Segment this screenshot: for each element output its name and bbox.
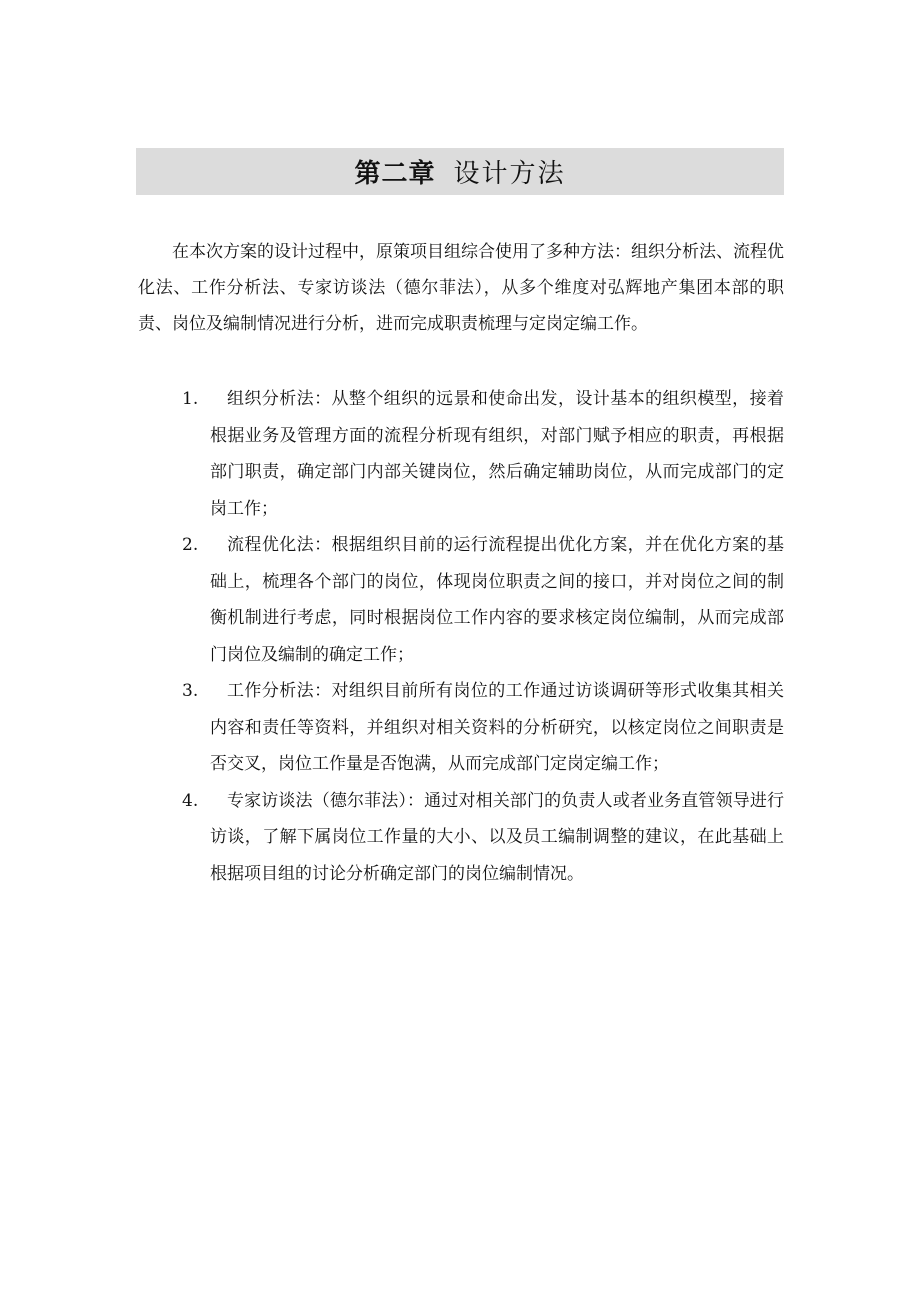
method-text: 流程优化法：根据组织目前的运行流程提出优化方案，并在优化方案的基础上，梳理各个部门的岗位，体现岗位职责之间的接口，并对岗位之间的制衡机制进行考虑，同时根据岗位工作内容的要求核定岗位编制，从而完成部门岗位及编制的确定工作； <box>210 535 784 665</box>
intro-paragraph: 在本次方案的设计过程中，原策项目组综合使用了多种方法：组织分析法、流程优化法、工作分析法、专家访谈法（德尔菲法），从多个维度对弘辉地产集团本部的职责、岗位及编制情况进行分析，进而完成职责梳理与定岗定编工作。 <box>138 242 784 334</box>
chapter-number: 第二章 <box>354 159 436 189</box>
method-number: 1. <box>182 389 199 409</box>
method-item <box>182 673 784 783</box>
method-text: 工作分析法：对组织目前所有岗位的工作通过访谈调研等形式收集其相关内容和责任等资料，并组织对相关资料的分析研究，以核定岗位之间职责是否交叉，岗位工作量是否饱满，从而完成部门定岗定编工作； <box>210 681 784 774</box>
chapter-title: 设计方法 <box>453 159 566 189</box>
method-number: 3. <box>182 681 199 701</box>
method-number: 4. <box>182 790 199 811</box>
chapter-heading <box>136 148 784 195</box>
method-item <box>182 381 784 527</box>
method-number: 2. <box>182 535 199 555</box>
method-text: 专家访谈法（德尔菲法）：通过对相关部门的负责人或者业务直管领导进行访谈，了解下属岗位工作量的大小、以及员工编制调整的建议，在此基础上根据项目组的讨论分析确定部门的岗位编制情况。 <box>210 790 784 884</box>
method-text: 组织分析法：从整个组织的远景和使命出发，设计基本的组织模型，接着根据业务及管理方面的流程分析现有组织，对部门赋予相应的职责，再根据部门职责，确定部门内部关键岗位，然后确定辅助岗位，从而完成部门的定岗工作； <box>210 389 784 519</box>
method-item <box>182 527 784 673</box>
methods-list <box>182 381 784 892</box>
method-item <box>182 783 784 893</box>
